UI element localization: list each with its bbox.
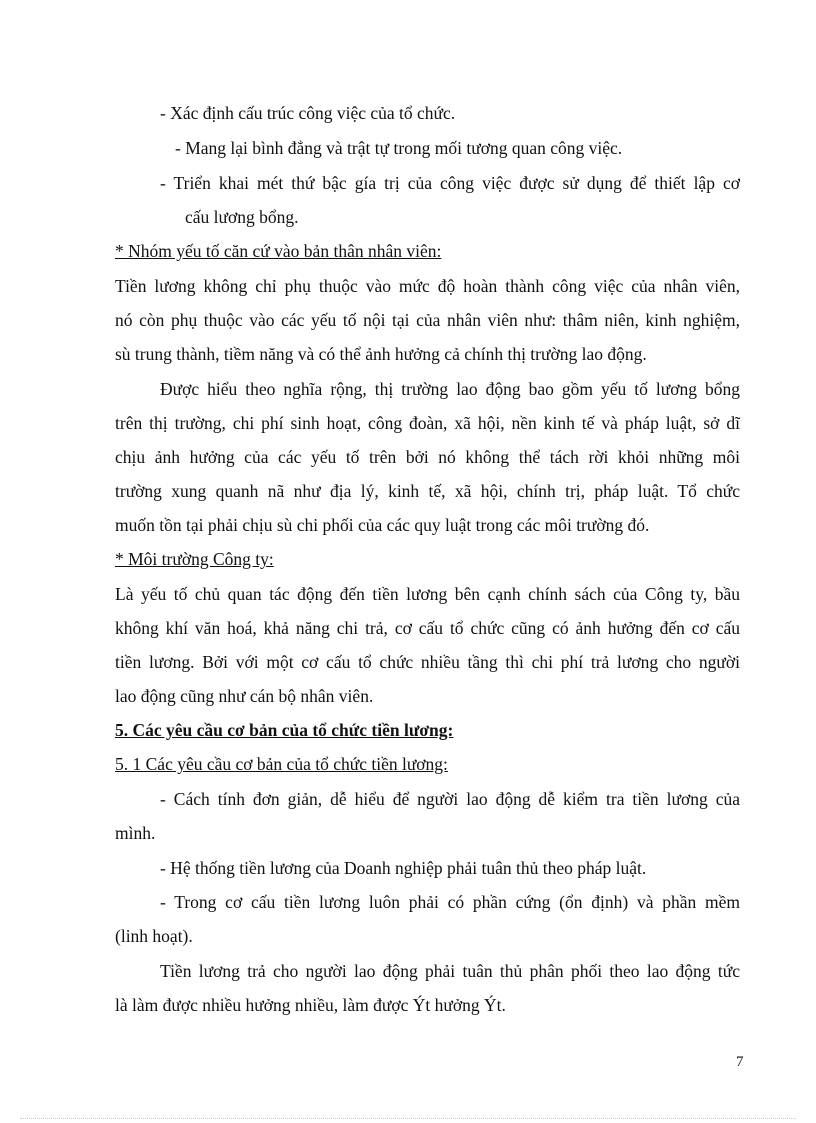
paragraph-line: nó còn phụ thuộc vào các yếu tố nội tại của nhân viên như: thâm niên, kinh nghiệm,: [115, 310, 740, 330]
paragraph-line: tiền lương. Bởi với một cơ cấu tổ chức nhiều tầng thì chi phí trả lương cho người: [115, 652, 740, 672]
bullet-line-3: - Triển khai mét thứ bậc gía trị của công việc được sử dụng để thiết lập cơ: [160, 173, 740, 193]
bullet-line-1: - Xác định cấu trúc công việc của tổ chức.: [160, 103, 456, 123]
paragraph-line: không khí văn hoá, khả năng chi trả, cơ cấu tổ chức cũng có ảnh hưởng đến cơ cấu: [115, 618, 740, 638]
paragraph-line: Là yếu tố chủ quan tác động đến tiền lương bên cạnh chính sách của Công ty, bầu: [115, 584, 740, 604]
requirement-line: - Hệ thống tiền lương của Doanh nghiệp phải tuân thủ theo pháp luật.: [160, 858, 647, 878]
paragraph-line: Tiền lương trả cho người lao động phải tuân thủ phân phối theo lao động tức: [160, 961, 740, 981]
requirement-line: - Cách tính đơn giản, dễ hiểu để người lao động dễ kiểm tra tiền lương của: [160, 789, 740, 809]
section-heading-employee-factors: * Nhóm yếu tố căn cứ vào bản thân nhân viên:: [115, 241, 442, 261]
requirement-line: - Trong cơ cấu tiền lương luôn phải có phần cứng (ổn định) và phần mềm: [160, 892, 740, 912]
bullet-line-2: - Mang lại bình đẳng và trật tự trong mối tương quan công việc.: [175, 138, 623, 158]
subsection-heading-5-1: 5. 1 Các yêu cầu cơ bản của tổ chức tiền lương:: [115, 754, 448, 774]
paragraph-line: là làm được nhiều hưởng nhiều, làm được Ýt hưởng Ýt.: [115, 995, 506, 1015]
section-heading-5: 5. Các yêu cầu cơ bản của tổ chức tiền lương:: [115, 720, 454, 740]
section-heading-company-environment: * Môi trường Công ty:: [115, 549, 274, 569]
paragraph-line: trên thị trường, chi phí sinh hoạt, công đoàn, xã hội, nền kinh tế và pháp luật, sở dĩ: [115, 413, 740, 433]
paragraph-line: chịu ảnh hưởng của các yếu tố trên bởi nó không thể tách rời khỏi những môi: [115, 447, 740, 467]
page-number: 7: [736, 1054, 744, 1070]
paragraph-line: lao động cũng như cán bộ nhân viên.: [115, 686, 374, 706]
paragraph-line: Tiền lương không chỉ phụ thuộc vào mức độ hoàn thành công việc của nhân viên,: [115, 276, 740, 296]
paragraph-line: sù trung thành, tiềm năng và có thể ảnh hưởng cả chính thị trường lao động.: [115, 344, 647, 364]
paragraph-line: muốn tồn tại phải chịu sù chi phối của các quy luật trong các môi trường đó.: [115, 515, 650, 535]
bullet-line-3-cont: cấu lương bổng.: [185, 207, 299, 227]
paragraph-line: trường xung quanh nã như địa lý, kinh tế, xã hội, chính trị, pháp luật. Tổ chức: [115, 481, 740, 501]
requirement-line-cont: mình.: [115, 823, 156, 843]
page-bottom-divider: [20, 1118, 796, 1119]
paragraph-line: Được hiểu theo nghĩa rộng, thị trường lao động bao gồm yếu tố lương bổng: [160, 379, 740, 399]
requirement-line-cont: (linh hoạt).: [115, 926, 193, 946]
